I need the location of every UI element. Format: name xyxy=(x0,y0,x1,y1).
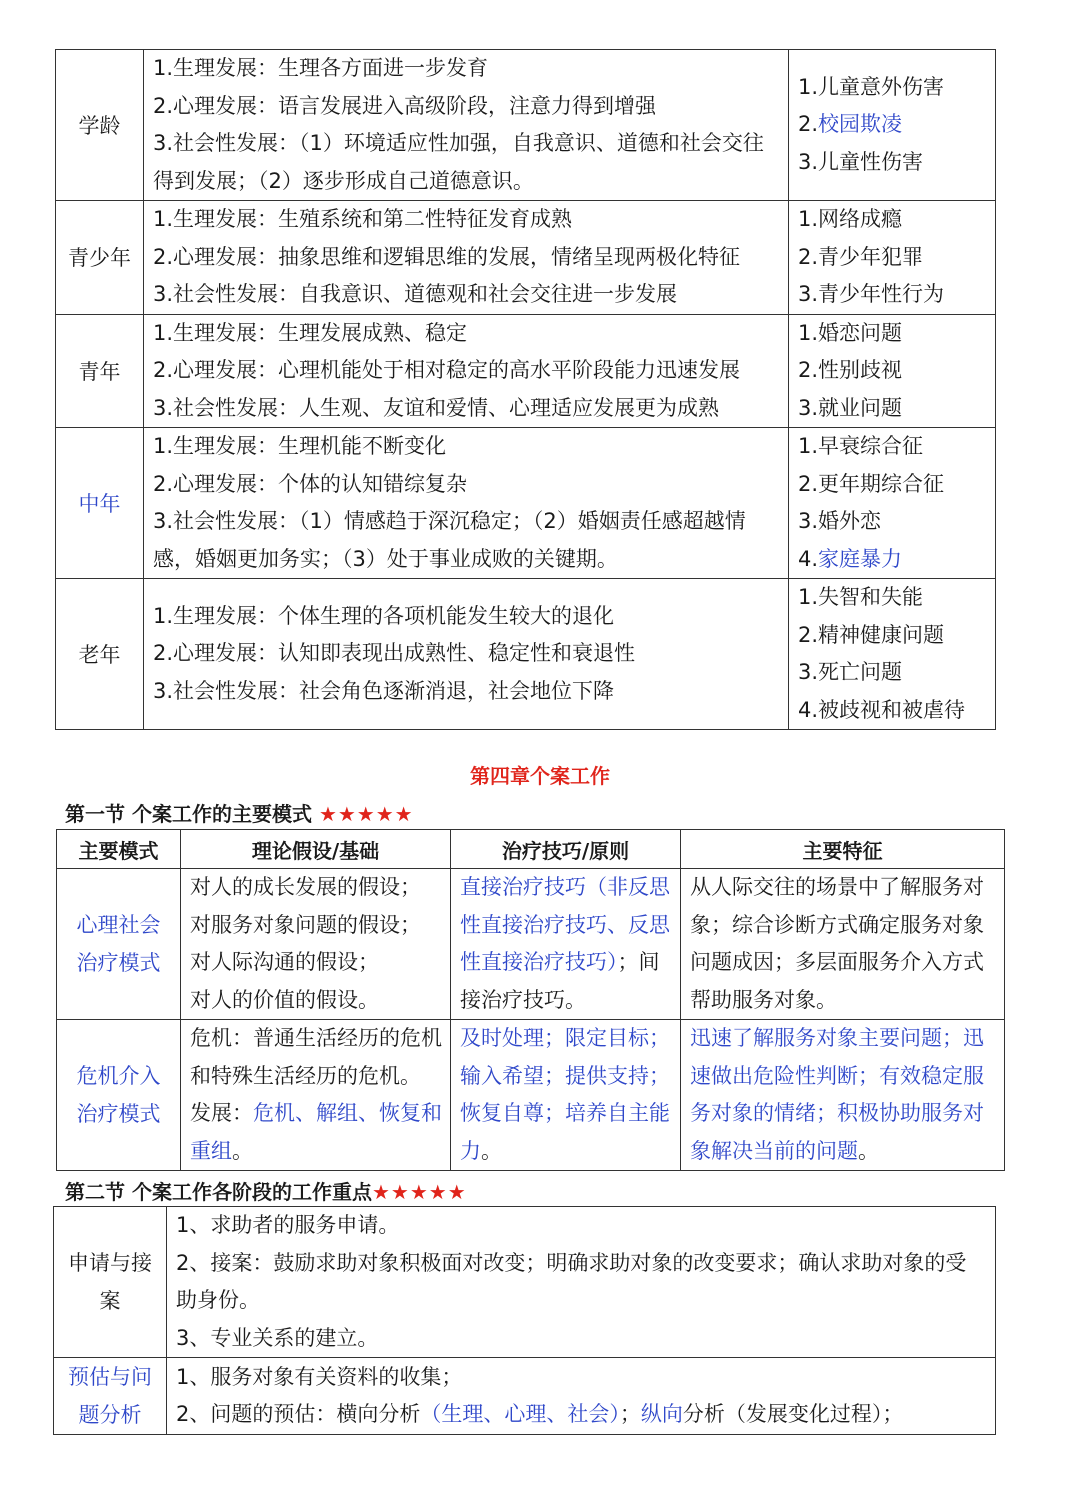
feature-line: 1.生理发展：生理发展成熟、稳定 xyxy=(153,320,468,345)
theory-cell xyxy=(181,869,451,1020)
casework-modes-table xyxy=(56,829,1005,1171)
stage-item: 助身份。 xyxy=(176,1288,260,1312)
stage-item: 1、服务对象有关资料的收集； xyxy=(176,1364,463,1389)
problem-item: 1.早衰综合征 xyxy=(798,434,924,458)
feature-cell xyxy=(681,1020,1005,1171)
development-features xyxy=(144,579,789,730)
feature-line: 3.社会性发展：（1）环境适应性加强，自我意识、道德和社会交往得到发展；（2）逐步形成自己道德意识。 xyxy=(153,131,764,193)
casework-stages-table xyxy=(53,1206,996,1435)
theory-line: 对服务对象问题的假设； xyxy=(190,912,421,937)
table-header-row xyxy=(57,830,1005,869)
table-row xyxy=(57,869,1005,1020)
chapter-title: 第四章个案工作 xyxy=(470,764,610,788)
stage-item xyxy=(176,1396,995,1434)
theory-text: 发展： xyxy=(190,1101,253,1125)
mode-line: 危机介入 xyxy=(76,1064,161,1088)
feature-line: 2.心理发展：抽象思维和逻辑思维的发展，情绪呈现两极化特征 xyxy=(153,244,741,269)
rating-stars: ★★★★★ xyxy=(371,1180,467,1204)
table-row xyxy=(56,50,996,201)
problem-item: 1.失智和失能 xyxy=(798,585,924,609)
header-technique: 治疗技巧/原则 xyxy=(451,830,681,869)
section-1-title xyxy=(65,798,414,827)
technique-highlight: 及时处理；限定目标；输入希望；提供支持；恢复自尊；培养自主能力 xyxy=(460,1026,670,1163)
problem-item: 4.被歧视和被虐待 xyxy=(798,697,966,722)
stage-label xyxy=(54,1358,167,1435)
stage-item-text: 分析（发展变化过程）； xyxy=(682,1402,904,1426)
problem-item: 3.婚外恋 xyxy=(798,509,882,533)
header-feature: 主要特征 xyxy=(681,830,1005,869)
problem-item: 1.网络成瘾 xyxy=(798,207,903,231)
stage-name: 老年 xyxy=(56,579,144,730)
section-2-title-text: 第二节 个案工作各阶段的工作重点 xyxy=(65,1180,372,1204)
stage-item-text: ； xyxy=(619,1402,641,1426)
feature-line: 1.生理发展：个体生理的各项机能发生较大的退化 xyxy=(153,603,615,628)
common-problems xyxy=(789,201,996,315)
feature-highlight: 迅速了解服务对象主要问题；迅速做出危险性判断；有效稳定服务对象的情绪；积极协助服务对象解决当前的问题 xyxy=(690,1026,984,1163)
feature-cell: 从人际交往的场景中了解服务对象；综合诊断方式确定服务对象问题成因；多层面服务介入方式帮助服务对象。 xyxy=(681,869,1005,1020)
problem-number: 4. xyxy=(798,546,819,571)
theory-text: 。 xyxy=(232,1138,253,1163)
technique-rest: ；间接治疗技巧。 xyxy=(460,950,660,1012)
feature-line: 1.生理发展：生殖系统和第二性特征发育成熟 xyxy=(153,207,573,231)
mode-name xyxy=(57,869,181,1020)
stage-item: 3、专业关系的建立。 xyxy=(176,1325,379,1350)
theory-line: 对人的价值的假设。 xyxy=(190,987,379,1012)
mode-line: 治疗模式 xyxy=(76,1102,161,1126)
technique-highlight: 直接治疗技巧（非反思性直接治疗技巧、反思性直接治疗技巧） xyxy=(460,875,670,974)
problem-item: 2.青少年犯罪 xyxy=(798,244,924,269)
problem-item xyxy=(798,541,995,579)
header-mode: 主要模式 xyxy=(57,830,181,869)
theory-line: 对人的成长发展的假设； xyxy=(190,875,421,899)
stage-name: 青少年 xyxy=(56,201,144,315)
problem-item: 3.就业问题 xyxy=(798,395,903,420)
development-features xyxy=(144,50,789,201)
section-1-title-text: 第一节 个案工作的主要模式 xyxy=(65,802,319,826)
feature-line: 1.生理发展：生理机能不断变化 xyxy=(153,434,447,458)
stage-item-highlight: （生理、心理、社会） xyxy=(420,1402,620,1426)
problem-item: 3.儿童性伤害 xyxy=(798,149,924,174)
feature-line: 2.心理发展：个体的认知错综复杂 xyxy=(153,471,468,496)
theory-line: 对人际沟通的假设； xyxy=(190,950,379,974)
age-stage-table xyxy=(55,49,996,730)
stage-label-line: 题分析 xyxy=(78,1403,142,1427)
stage-item-text: 2、问题的预估：横向分析 xyxy=(176,1402,421,1426)
stage-content xyxy=(167,1358,996,1435)
stage-label-line: 预估与问 xyxy=(68,1365,152,1389)
stage-name: 学龄 xyxy=(56,50,144,201)
table-row xyxy=(56,201,996,315)
technique-rest: 。 xyxy=(481,1138,502,1163)
stage-name: 青年 xyxy=(56,314,144,428)
header-theory: 理论假设/基础 xyxy=(181,830,451,869)
problem-highlight: 校园欺凌 xyxy=(818,112,903,137)
problem-item: 1.婚恋问题 xyxy=(798,320,903,345)
stage-item-highlight: 纵向 xyxy=(640,1402,683,1426)
problem-item: 2.性别歧视 xyxy=(798,358,903,382)
feature-line: 2.心理发展：认知即表现出成熟性、稳定性和衰退性 xyxy=(153,641,636,666)
stage-label-line: 申请与接 xyxy=(68,1251,152,1275)
feature-line: 3.社会性发展：自我意识、道德观和社会交往进一步发展 xyxy=(153,282,678,306)
technique-cell xyxy=(451,1020,681,1171)
stage-item: 1、求助者的服务申请。 xyxy=(176,1213,400,1237)
common-problems xyxy=(789,579,996,730)
problem-number: 2. xyxy=(798,112,819,137)
stage-label xyxy=(54,1207,167,1358)
table-row xyxy=(56,428,996,579)
problem-item: 3.死亡问题 xyxy=(798,660,903,684)
problem-item: 2.更年期综合征 xyxy=(798,471,945,496)
section-2-title xyxy=(65,1176,467,1205)
development-features xyxy=(144,201,789,315)
feature-line: 2.心理发展：语言发展进入高级阶段，注意力得到增强 xyxy=(153,93,657,118)
theory-highlight: 危机、解组、恢复和重组 xyxy=(190,1101,442,1163)
theory-cell xyxy=(181,1020,451,1171)
table-row xyxy=(54,1358,996,1435)
development-features xyxy=(144,314,789,428)
problem-item: 3.青少年性行为 xyxy=(798,282,945,306)
mode-line: 心理社会 xyxy=(76,913,161,937)
problem-item: 1.儿童意外伤害 xyxy=(798,74,945,99)
table-row xyxy=(56,314,996,428)
feature-line: 3.社会性发展：人生观、友谊和爱情、心理适应发展更为成熟 xyxy=(153,395,720,420)
feature-line: 1.生理发展：生理各方面进一步发育 xyxy=(153,56,489,80)
table-row xyxy=(54,1207,996,1358)
theory-text: 危机：普通生活经历的危机和特殊生活经历的危机。 xyxy=(190,1026,442,1088)
technique-cell xyxy=(451,869,681,1020)
common-problems xyxy=(789,50,996,201)
problem-item: 2.精神健康问题 xyxy=(798,622,945,647)
feature-line: 3.社会性发展：（1）情感趋于深沉稳定；（2）婚姻责任感超越情感，婚姻更加务实；（3）处于事业成败的关键期。 xyxy=(153,509,746,571)
stage-name: 中年 xyxy=(56,428,144,579)
stage-label-line: 案 xyxy=(99,1289,121,1313)
table-row xyxy=(56,579,996,730)
mode-line: 治疗模式 xyxy=(76,951,161,975)
common-problems xyxy=(789,428,996,579)
common-problems xyxy=(789,314,996,428)
table-row xyxy=(57,1020,1005,1171)
problem-highlight: 家庭暴力 xyxy=(818,546,903,571)
rating-stars: ★★★★★ xyxy=(318,802,414,826)
stage-item: 2、接案：鼓励求助对象积极面对改变；明确求助对象的改变要求；确认求助对象的受 xyxy=(176,1250,967,1275)
feature-line: 2.心理发展：心理机能处于相对稳定的高水平阶段能力迅速发展 xyxy=(153,358,741,382)
problem-item xyxy=(798,106,995,144)
mode-name xyxy=(57,1020,181,1171)
development-features xyxy=(144,428,789,579)
stage-content xyxy=(167,1207,996,1358)
feature-line: 3.社会性发展：社会角色逐渐消退，社会地位下降 xyxy=(153,678,615,703)
feature-rest: 。 xyxy=(858,1138,879,1163)
